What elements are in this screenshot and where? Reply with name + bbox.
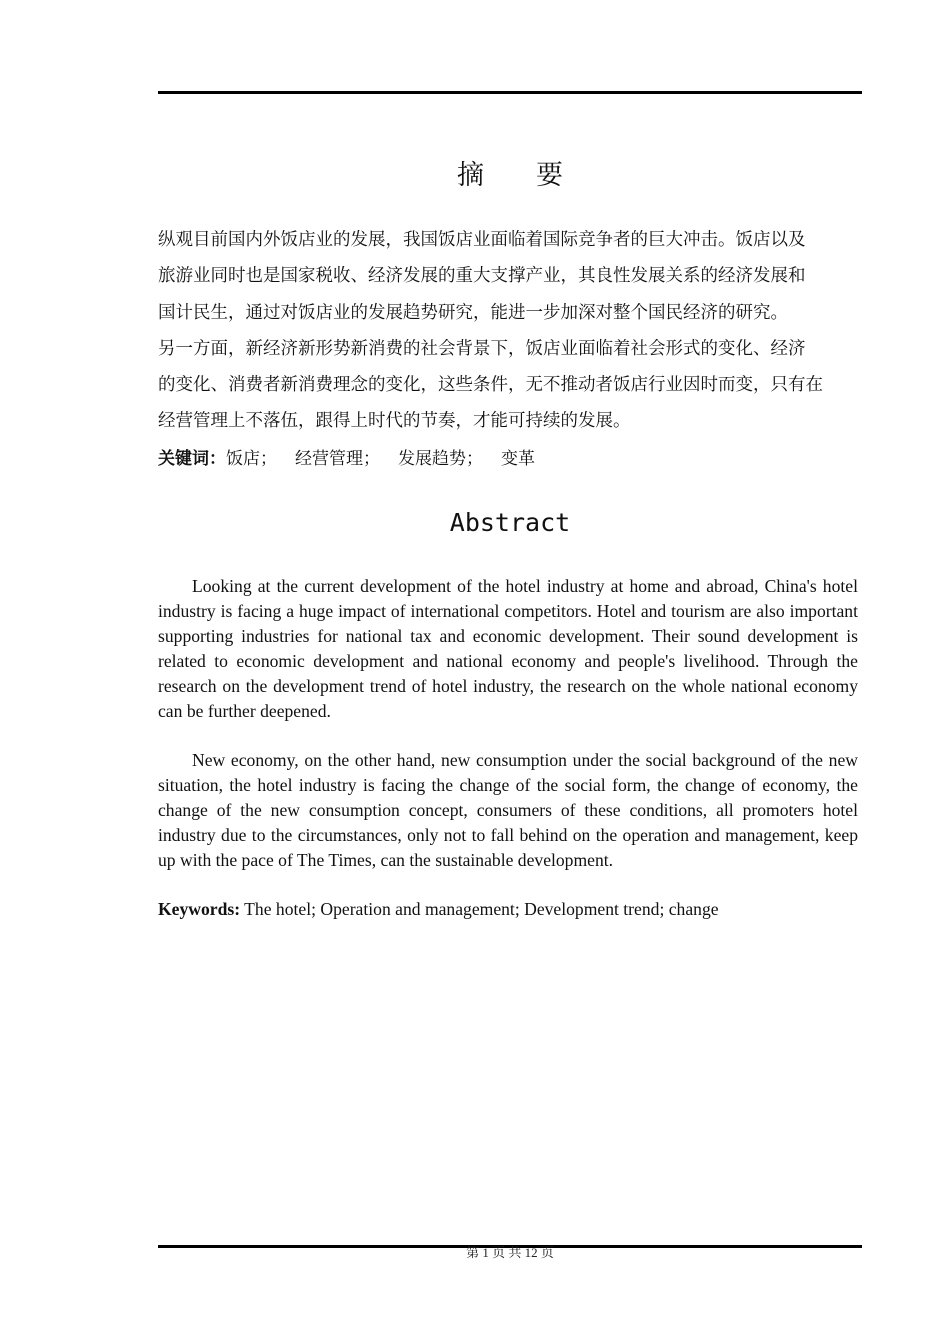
chinese-abstract-line: 纵观目前国内外饭店业的发展，我国饭店业面临着国际竞争者的巨大冲击。饭店以及 (158, 230, 806, 250)
chinese-keywords-label: 关键词： (158, 449, 226, 469)
chinese-abstract-line: 经营管理上不落伍，跟得上时代的节奏，才能可持续的发展。 (158, 411, 631, 432)
page-number: 第 1 页 共 12 页 (466, 1245, 554, 1260)
chinese-abstract-line: 的变化、消费者新消费理念的变化，这些条件，无不推动者饭店行业因时而变，只有在 (158, 375, 823, 396)
chinese-abstract-body (158, 222, 862, 440)
chinese-keyword: 变革 (501, 449, 535, 469)
english-abstract-paragraph-1: Looking at the current development of the hotel industry at home and abroad, China's hotel industry is facing a huge impact of international competitors. Hotel and tourism are also important supporting industries for national tax and economic development. Their sound development is related to economic development and national economy and people's livelihood. Through the research on the development trend of hotel industry, the research on the whole national economy can be further deepened. (158, 576, 858, 721)
chinese-keyword: 饭店； (226, 449, 277, 469)
header-rule (158, 91, 862, 94)
english-abstract-title: Abstract (449, 508, 571, 537)
chinese-abstract-line: 旅游业同时也是国家税收、经济发展的重大支撑产业，其良性发展关系的经济发展和 (158, 266, 806, 287)
chinese-keyword: 发展趋势； (398, 449, 483, 469)
chinese-abstract-line: 另一方面，新经济新形势新消费的社会背景下，饭店业面临着社会形式的变化、经济 (158, 338, 806, 359)
chinese-keywords (158, 445, 862, 473)
english-abstract-paragraph-2: New economy, on the other hand, new consumption under the social background of the new situation, the hotel industry is facing the change of the social form, the change of economy, the change of the new consumption concept, consumers of these conditions, all promoters hotel industry due to the circumstances, only not to fall behind on the operation and management, keep up with the pace of The Times, can the sustainable development. (158, 750, 858, 870)
chinese-abstract-title (158, 158, 862, 194)
english-keywords-text: The hotel; Operation and management; Development trend; change (240, 899, 719, 919)
chinese-abstract-line: 国计民生，通过对饭店业的发展趋势研究，能进一步加深对整个国民经济的研究。 (158, 302, 788, 323)
chinese-title-char-2: 要 (536, 160, 563, 191)
chinese-keyword: 经营管理； (295, 449, 380, 469)
english-keywords-label: Keywords: (158, 899, 241, 919)
english-keywords (158, 897, 858, 922)
chinese-title-char-1: 摘 (457, 160, 484, 191)
